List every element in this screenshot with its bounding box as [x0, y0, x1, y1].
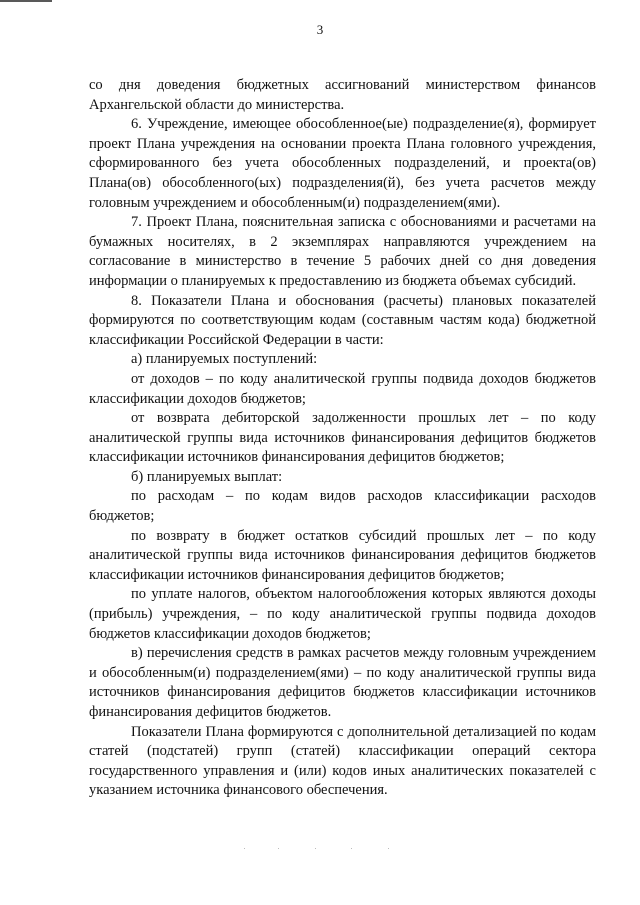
page-number: 3 [316, 22, 324, 37]
subitem-b-taxes: по уплате налогов, объектом налогообложения которых являются доходы (прибыль) учреждения, – по коду аналитической группы подвида доходов бюджетов классификации доходов бюджетов; [89, 586, 596, 642]
subitem-b-expenses: по расходам – по кодам видов расходов классификации расходов бюджетов; [89, 488, 596, 525]
paragraph-item-6: 6. Учреждение, имеющее обособленное(ые) подразделение(я), формирует проект Плана учреждения на основании проекта Плана головного учреждения, сформированного без учета обособленных подразделений, и проекта(ов) Плана(ов) обособленного(ых) подразделения(й), без учета расчетов между головным учреждением и обособленным(и) подразделением(ями). [89, 116, 596, 211]
paragraph-item-7: 7. Проект Плана, пояснительная записка с обоснованиями и расчетами на бумажных носителях, в 2 экземплярах направляются учреждением на согласование в министерство в течение 5 рабочих дней со дня доведения информации о планируемых к предоставлению из бюджета объемах субсидий. [89, 214, 596, 289]
scan-edge-mark [0, 0, 52, 2]
subitem-a-income: от доходов – по коду аналитической группы подвида доходов бюджетов классификации доходов бюджетов; [89, 370, 596, 407]
subitem-b-subsidy-return: по возврату в бюджет остатков субсидий прошлых лет – по коду аналитической группы вида источников финансирования дефицитов бюджетов классификации источников финансирования дефицитов бюджетов; [89, 527, 596, 583]
paragraph-continuation: со дня доведения бюджетных ассигнований министерством финансов Архангельской области до министерства. [89, 77, 596, 113]
subitem-a-receivables: от возврата дебиторской задолженности прошлых лет – по коду аналитической группы вида источников финансирования дефицитов бюджетов классификации источников финансирования дефицитов бюджетов; [89, 410, 596, 466]
subitem-c-transfers: в) перечисления средств в рамках расчетов между головным учреждением и обособленным(и) подразделением(ями) – по коду аналитической группы вида источников финансирования дефицитов бюджетов классификации источников финансирования дефицитов бюджетов. [89, 645, 596, 720]
paragraph-detailing: Показатели Плана формируются с дополнительной детализацией по кодам статей (подстатей) групп (статей) классификации операций сектора государственного управления и (или) кодов иных аналитических показателей с указанием источника финансового обеспечения. [89, 723, 596, 799]
paragraph-item-8: 8. Показатели Плана и обоснования (расчеты) плановых показателей формируются по соответствующим кодам (составным частям кода) бюджетной классификации Российской Федерации в части: [89, 292, 596, 348]
document-body [89, 76, 596, 801]
subitem-b-heading: б) планируемых выплат: [131, 468, 283, 485]
scan-noise [220, 842, 420, 856]
subitem-a-heading: а) планируемых поступлений: [131, 351, 318, 368]
